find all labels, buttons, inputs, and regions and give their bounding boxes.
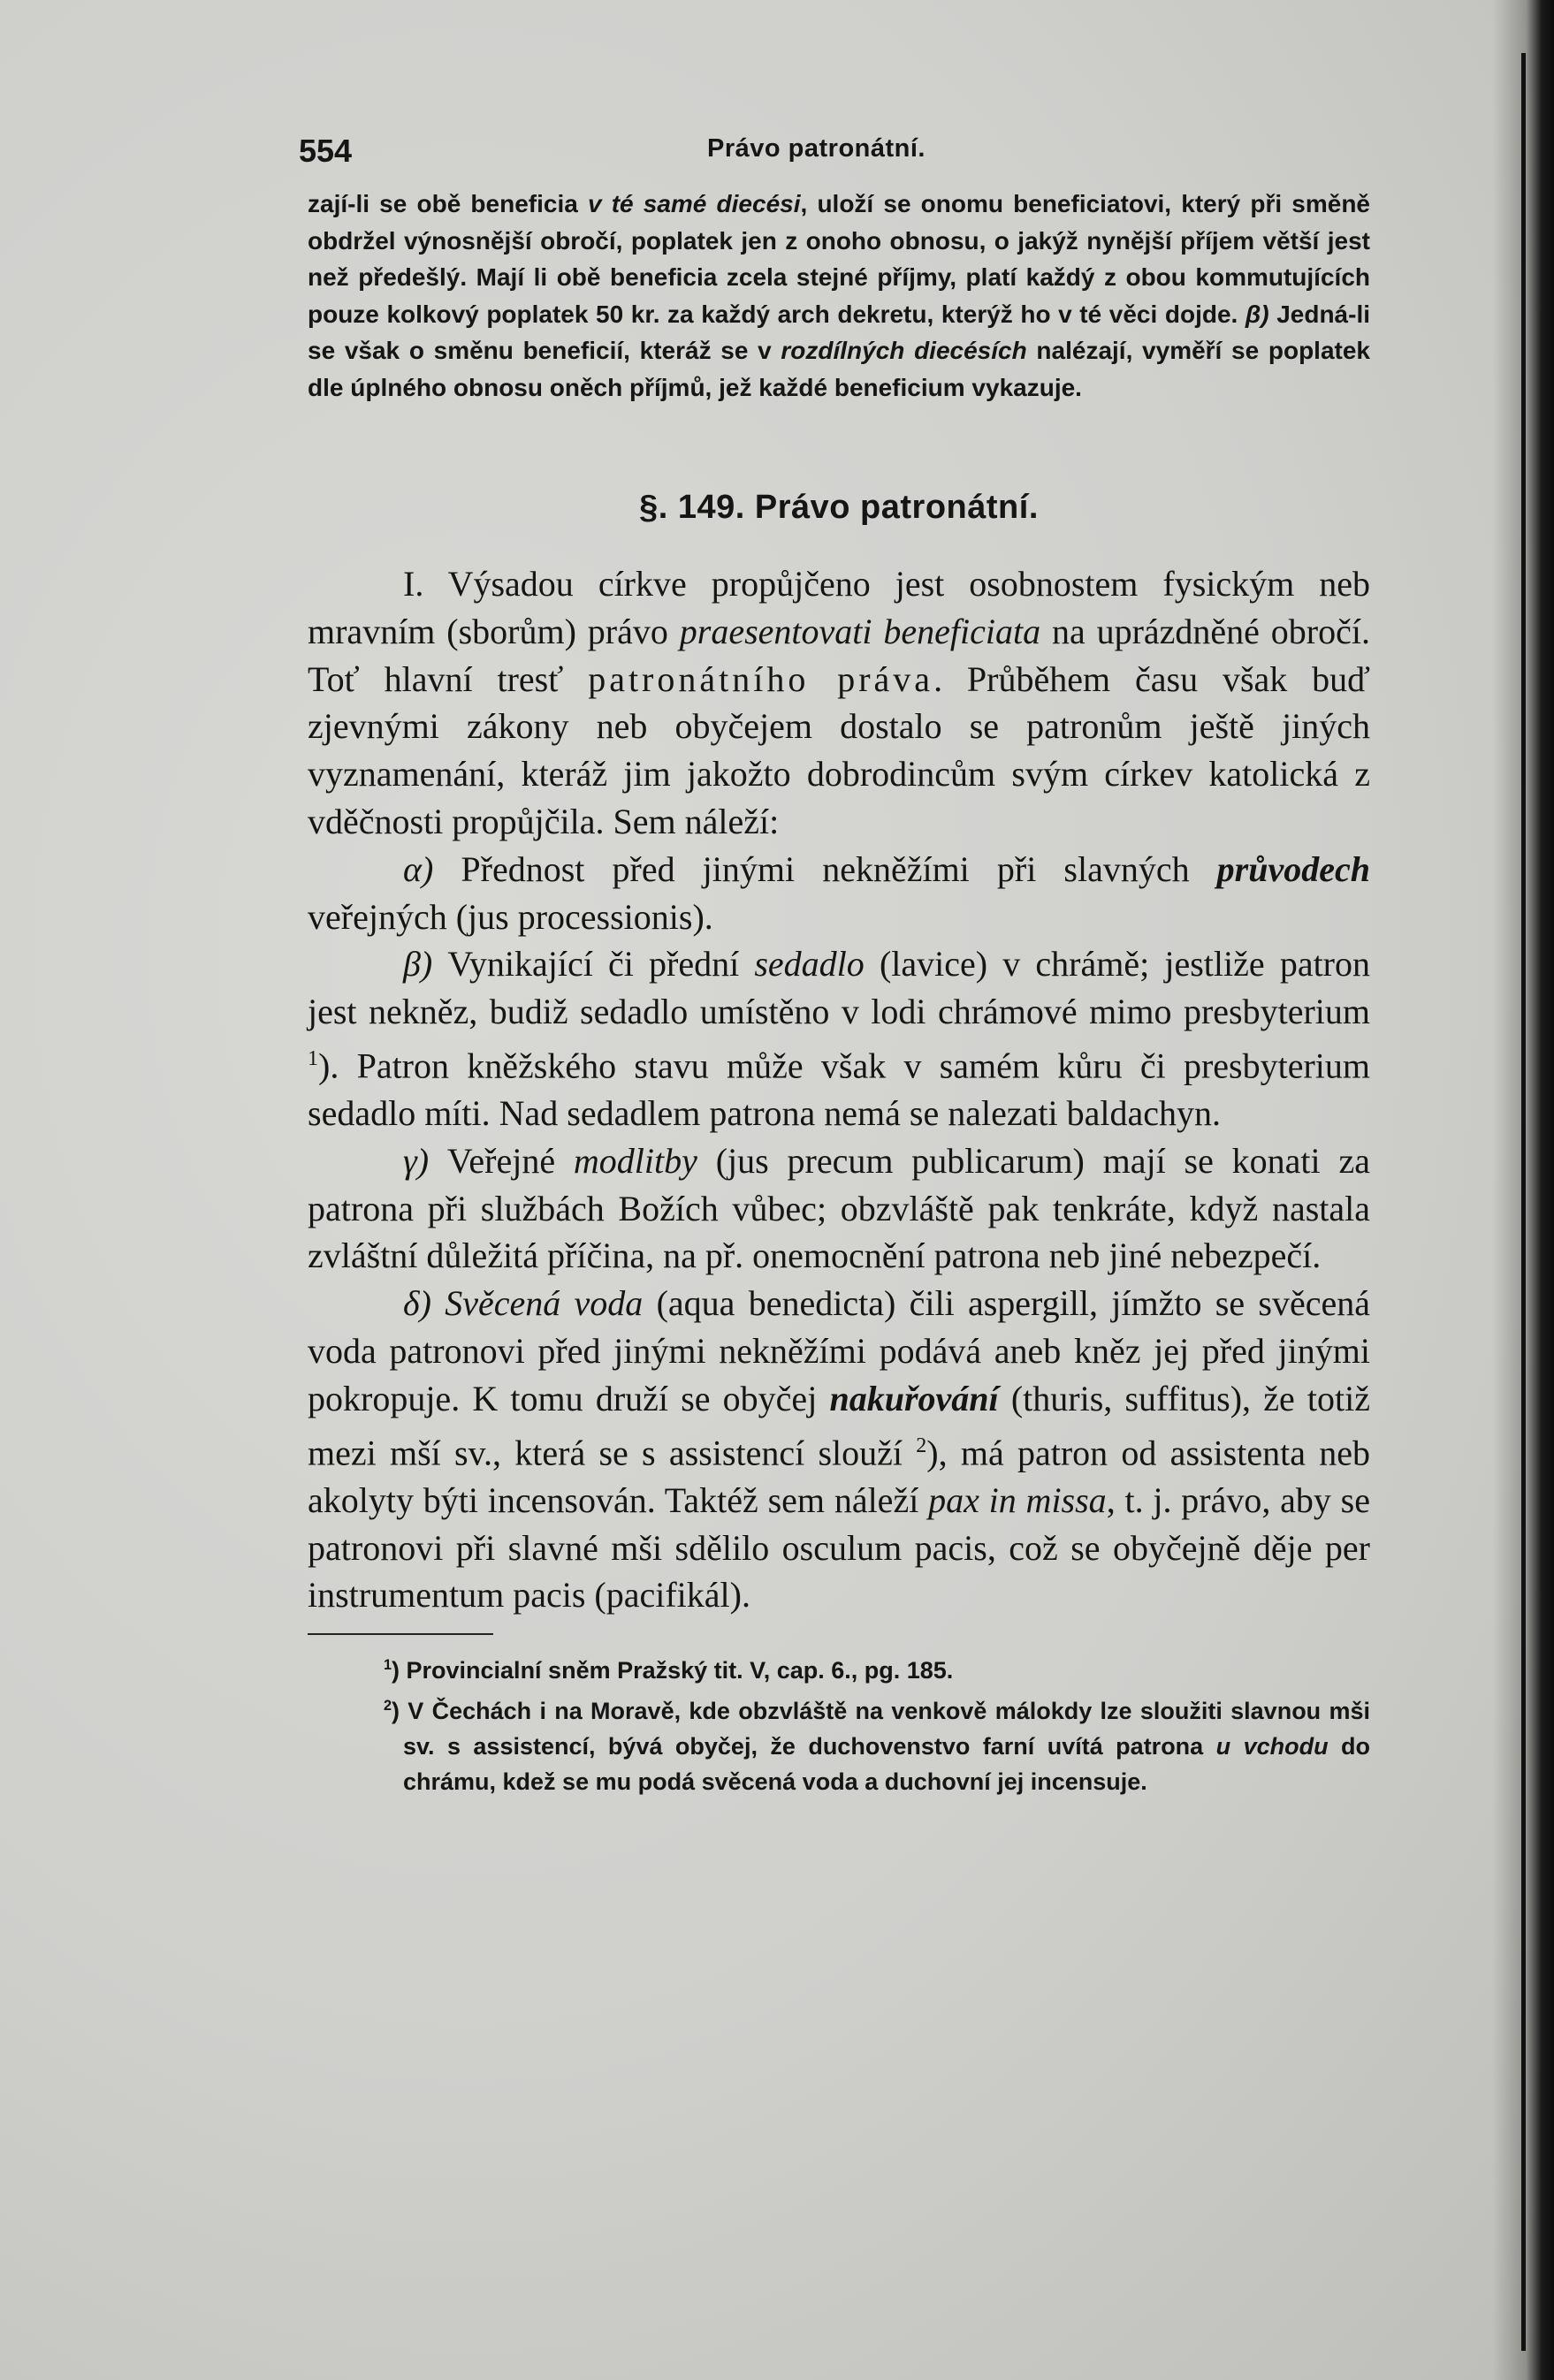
- paragraph-alpha: [308, 846, 1370, 941]
- text-run: sedadlo: [754, 944, 865, 985]
- text-run: (aqua benedicta) čili aspergill, jímžto se svěcená voda patronovi před jinými nekněžími podává aneb kněz jej před jinými pokropuje. K tomu druží se obyčej: [308, 1283, 1371, 1418]
- text-run: praesentovati beneficiata: [679, 611, 1041, 651]
- paragraph-gamma: [308, 1137, 1370, 1280]
- text-run: β): [1245, 300, 1269, 328]
- text-run: Přednost před jinými nekněžími při slavných: [433, 848, 1217, 889]
- text-run: ) V Čechách i na Moravě, kde obzvláště na venkově málokdy lze sloužiti slavnou mši sv. s assistencí, bývá obyčej, že duchovenstvo farní uvítá patrona: [392, 1698, 1370, 1760]
- paragraph-delta: [308, 1280, 1370, 1619]
- text-column: [299, 133, 1371, 1799]
- footnote-ref: 2: [384, 1698, 392, 1715]
- text-run: v té samé diecési: [587, 190, 801, 217]
- text-run: modlitby: [573, 1140, 697, 1181]
- footnote-1: [308, 1647, 1370, 1688]
- text-run: (jus precum publicarum) mají se konati za patrona při službách Božích vůbec; obzvláště pak tenkráte, když nastala zvláštní důležitá příčina, na př. onemocnění patrona neb jiné nebezpečí.: [308, 1140, 1370, 1276]
- text-run: γ): [403, 1140, 430, 1181]
- text-run: I. Výsadou církve propůjčeno jest osobnostem fysickým neb mravním (sborům) právo: [308, 564, 1370, 651]
- paragraph-intro: [308, 560, 1370, 846]
- text-run: nakuřování: [829, 1378, 999, 1418]
- running-title: Právo patronátní.: [707, 134, 926, 163]
- text-run: patronátního práva: [588, 658, 934, 699]
- text-run: ) Provincialní sněm Pražský tit. V, cap. 6., pg. 185.: [392, 1657, 954, 1684]
- text-run: , t. j. právo, aby se patronovi při slavné mši sdělilo osculum pacis, což se obyčejně děje per instrumentum pacis (pacifikál).: [308, 1479, 1371, 1616]
- paragraph-beta: [308, 940, 1370, 1137]
- text-run: ). Patron kněžského stavu může však v samém kůru či presbyterium sedadlo míti. Nad sedadlem patrona nemá se nalezati baldachyn.: [308, 1046, 1370, 1134]
- text-run: rozdílných diecésích: [781, 337, 1027, 364]
- text-run: do chrámu, kdež se mu podá svěcená voda a duchovní jej incensuje.: [403, 1733, 1370, 1796]
- text-run: u vchodu: [1215, 1733, 1329, 1760]
- section-heading: §. 149. Právo patronátní.: [639, 489, 1039, 526]
- running-header: [299, 133, 1370, 186]
- continued-paragraph: [308, 186, 1370, 406]
- footnote-ref: 2: [916, 1433, 927, 1457]
- text-run: zají-li se obě beneficia: [308, 190, 588, 217]
- text-run: pax in missa: [928, 1479, 1107, 1520]
- footnote-divider: [308, 1633, 493, 1635]
- page-number: 554: [299, 133, 353, 169]
- text-run: průvodech: [1216, 848, 1370, 889]
- text-run: Vynikající či přední: [432, 944, 755, 985]
- text-run: nalézají, vyměří se poplatek dle úplného obnosu oněch příjmů, jež každé beneficium vykazuje.: [308, 337, 1371, 401]
- footnote-ref: 1: [308, 1046, 318, 1070]
- text-run: ), má patron od assistenta neb akolyty býti incensován. Taktéž sem náleží: [308, 1433, 1370, 1520]
- footnote-2: [308, 1688, 1370, 1799]
- text-run: (thuris, suffitus), že totiž mezi mší sv., která se s assistencí slouží: [308, 1378, 1370, 1472]
- text-run: Jedná-li se však o směnu beneficií, kteráž se v: [308, 300, 1370, 364]
- binding-edge: [1521, 53, 1526, 2351]
- text-run: (lavice) v chrámě; jestliže patron jest nekněz, budiž sedadlo umístěno v lodi chrámové mimo presbyterium: [308, 944, 1371, 1032]
- text-run: β): [403, 944, 433, 985]
- text-run: . Průběhem času však buď zjevnými zákony neb obyčejem dostalo se patronům ještě jiných vyznamenání, kteráž jim jakožto dobrodincům svým církev katolická z vděčnosti propůjčila. Sem náleží:: [308, 658, 1370, 841]
- text-run: α): [403, 848, 434, 889]
- text-run: , uloží se onomu beneficiatovi, který při směně obdržel výnosnější obročí, poplatek jen z onoho obnosu, o jakýž nynější příjem větší jest než předešlý. Mají li obě beneficia zcela stejné příjmy, platí každý z obou kommutujících pouze kolkový poplatek 50 kr. za každý arch dekretu, kterýž ho v té věci dojde.: [308, 190, 1371, 328]
- text-run: na uprázdněné obročí. Toť hlavní tresť: [308, 611, 1370, 699]
- text-run: veřejných (jus processionis).: [308, 896, 713, 937]
- text-run: δ) Svěcená voda: [403, 1283, 644, 1324]
- footnote-ref: 1: [384, 1657, 392, 1674]
- text-run: Veřejné: [429, 1140, 574, 1181]
